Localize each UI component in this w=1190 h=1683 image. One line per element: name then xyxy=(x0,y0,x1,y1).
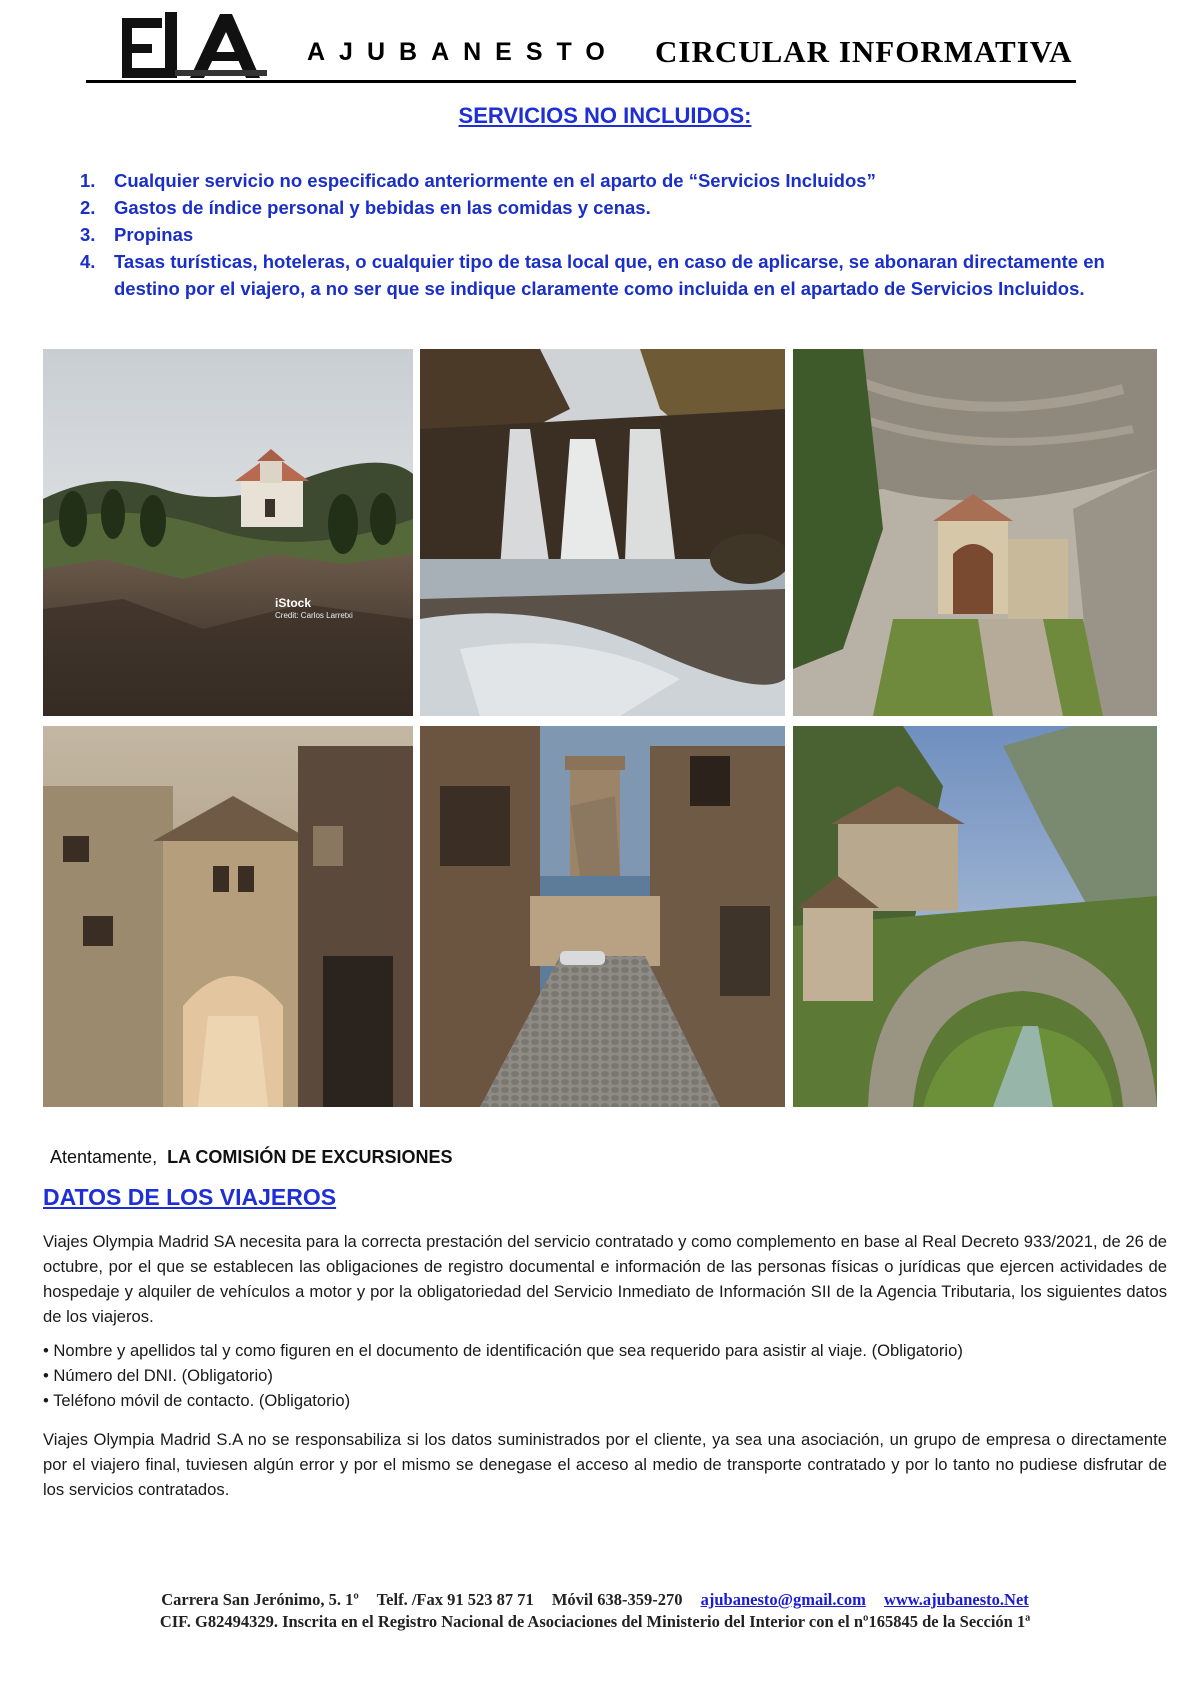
list-item xyxy=(80,167,1140,194)
photo-waterfall xyxy=(420,349,785,716)
list-item xyxy=(80,194,1140,221)
services-not-included-heading: SERVICIOS NO INCLUIDOS: xyxy=(458,103,752,128)
footer-phone-fax: Telf. /Fax 91 523 87 71 xyxy=(376,1590,534,1609)
footer-mobile: Móvil 638-359-270 xyxy=(551,1590,683,1609)
list-item-number: 2. xyxy=(80,197,96,218)
document-type-title: CIRCULAR INFORMATIVA xyxy=(655,34,1073,69)
organization-name: AJUBANESTO xyxy=(307,38,619,66)
list-item-number: 4. xyxy=(80,251,96,272)
footer-registry: CIF. G82494329. Inscrita en el Registro Nacional de Asociaciones del Ministerio del Interior con el nº165845 de la Sección 1ª xyxy=(159,1612,1031,1631)
list-item: • Nombre y apellidos tal y como figuren en el documento de identificación que sea requerido para asistir al viaje. (Obligatorio) xyxy=(43,1341,963,1360)
header-divider xyxy=(86,80,1076,83)
required-data-list xyxy=(43,1338,963,1413)
traveler-data-intro: Viajes Olympia Madrid SA necesita para la correcta prestación del servicio contratado y como complemento en base al Real Decreto 933/2021, de 26 de octubre, por el que se establecen las obligaciones de registro documental e información de las personas físicas o jurídicas que ejercen actividades de hospedaje y alquiler de vehículos a motor y por la obligatoriedad del Servicio Inmediato de Información SII de la Agencia Tributaria, los siguientes datos de los viajeros. xyxy=(43,1232,1167,1326)
list-item xyxy=(80,221,1140,248)
traveler-data-heading: DATOS DE LOS VIAJEROS xyxy=(43,1184,337,1210)
list-item-text: Cualquier servicio no especificado anteriormente en el aparto de “Servicios Incluidos” xyxy=(114,170,876,191)
closing-line xyxy=(50,1147,452,1168)
footer-address: Carrera San Jerónimo, 5. 1º xyxy=(161,1590,359,1609)
photo-cobbled-street-castle xyxy=(420,726,785,1107)
watermark-brand: iStock xyxy=(275,596,312,610)
list-item xyxy=(80,248,1140,302)
footer-email-link[interactable]: ajubanesto@gmail.com xyxy=(700,1590,866,1609)
disclaimer-paragraph: Viajes Olympia Madrid S.A no se responsabiliza si los datos suministrados por el cliente, ya sea una asociación, un grupo de empresa o directamente por el viajero final, tuviesen algún error y por el mismo se denegase el acceso al medio de transporte contratado y por lo tanto no pudiese disfrutar de los servicios contratados. xyxy=(43,1430,1167,1499)
services-not-included-list xyxy=(80,167,1140,302)
list-item: • Número del DNI. (Obligatorio) xyxy=(43,1366,273,1385)
list-item-text: Gastos de índice personal y bebidas en las comidas y cenas. xyxy=(114,197,651,218)
list-item-text: Propinas xyxy=(114,224,194,245)
watermark-credit: Credit: Carlos Larretxi xyxy=(275,611,353,620)
photo-hilltop-chapel xyxy=(43,349,413,716)
footer-contact-line xyxy=(0,1590,1190,1610)
list-item: • Teléfono móvil de contacto. (Obligatorio) xyxy=(43,1391,351,1410)
ajubanesto-logo xyxy=(120,10,270,82)
list-item-text: Tasas turísticas, hoteleras, o cualquier tipo de tasa local que, en caso de aplicarse, se abonaran directamente en destino por el viajero, a no ser que se indique claramente como incluida en el apartado de Servicios Incluidos. xyxy=(114,251,1105,299)
photo-cave-hermitage xyxy=(793,349,1157,716)
closing-prefix: Atentamente, xyxy=(50,1147,158,1167)
list-item-number: 1. xyxy=(80,170,96,191)
photo-town-archway xyxy=(43,726,413,1107)
closing-signatory: LA COMISIÓN DE EXCURSIONES xyxy=(167,1147,453,1167)
photo-stone-bridge-church xyxy=(793,726,1157,1107)
footer-website-link[interactable]: www.ajubanesto.Net xyxy=(883,1590,1029,1609)
list-item-number: 3. xyxy=(80,224,96,245)
